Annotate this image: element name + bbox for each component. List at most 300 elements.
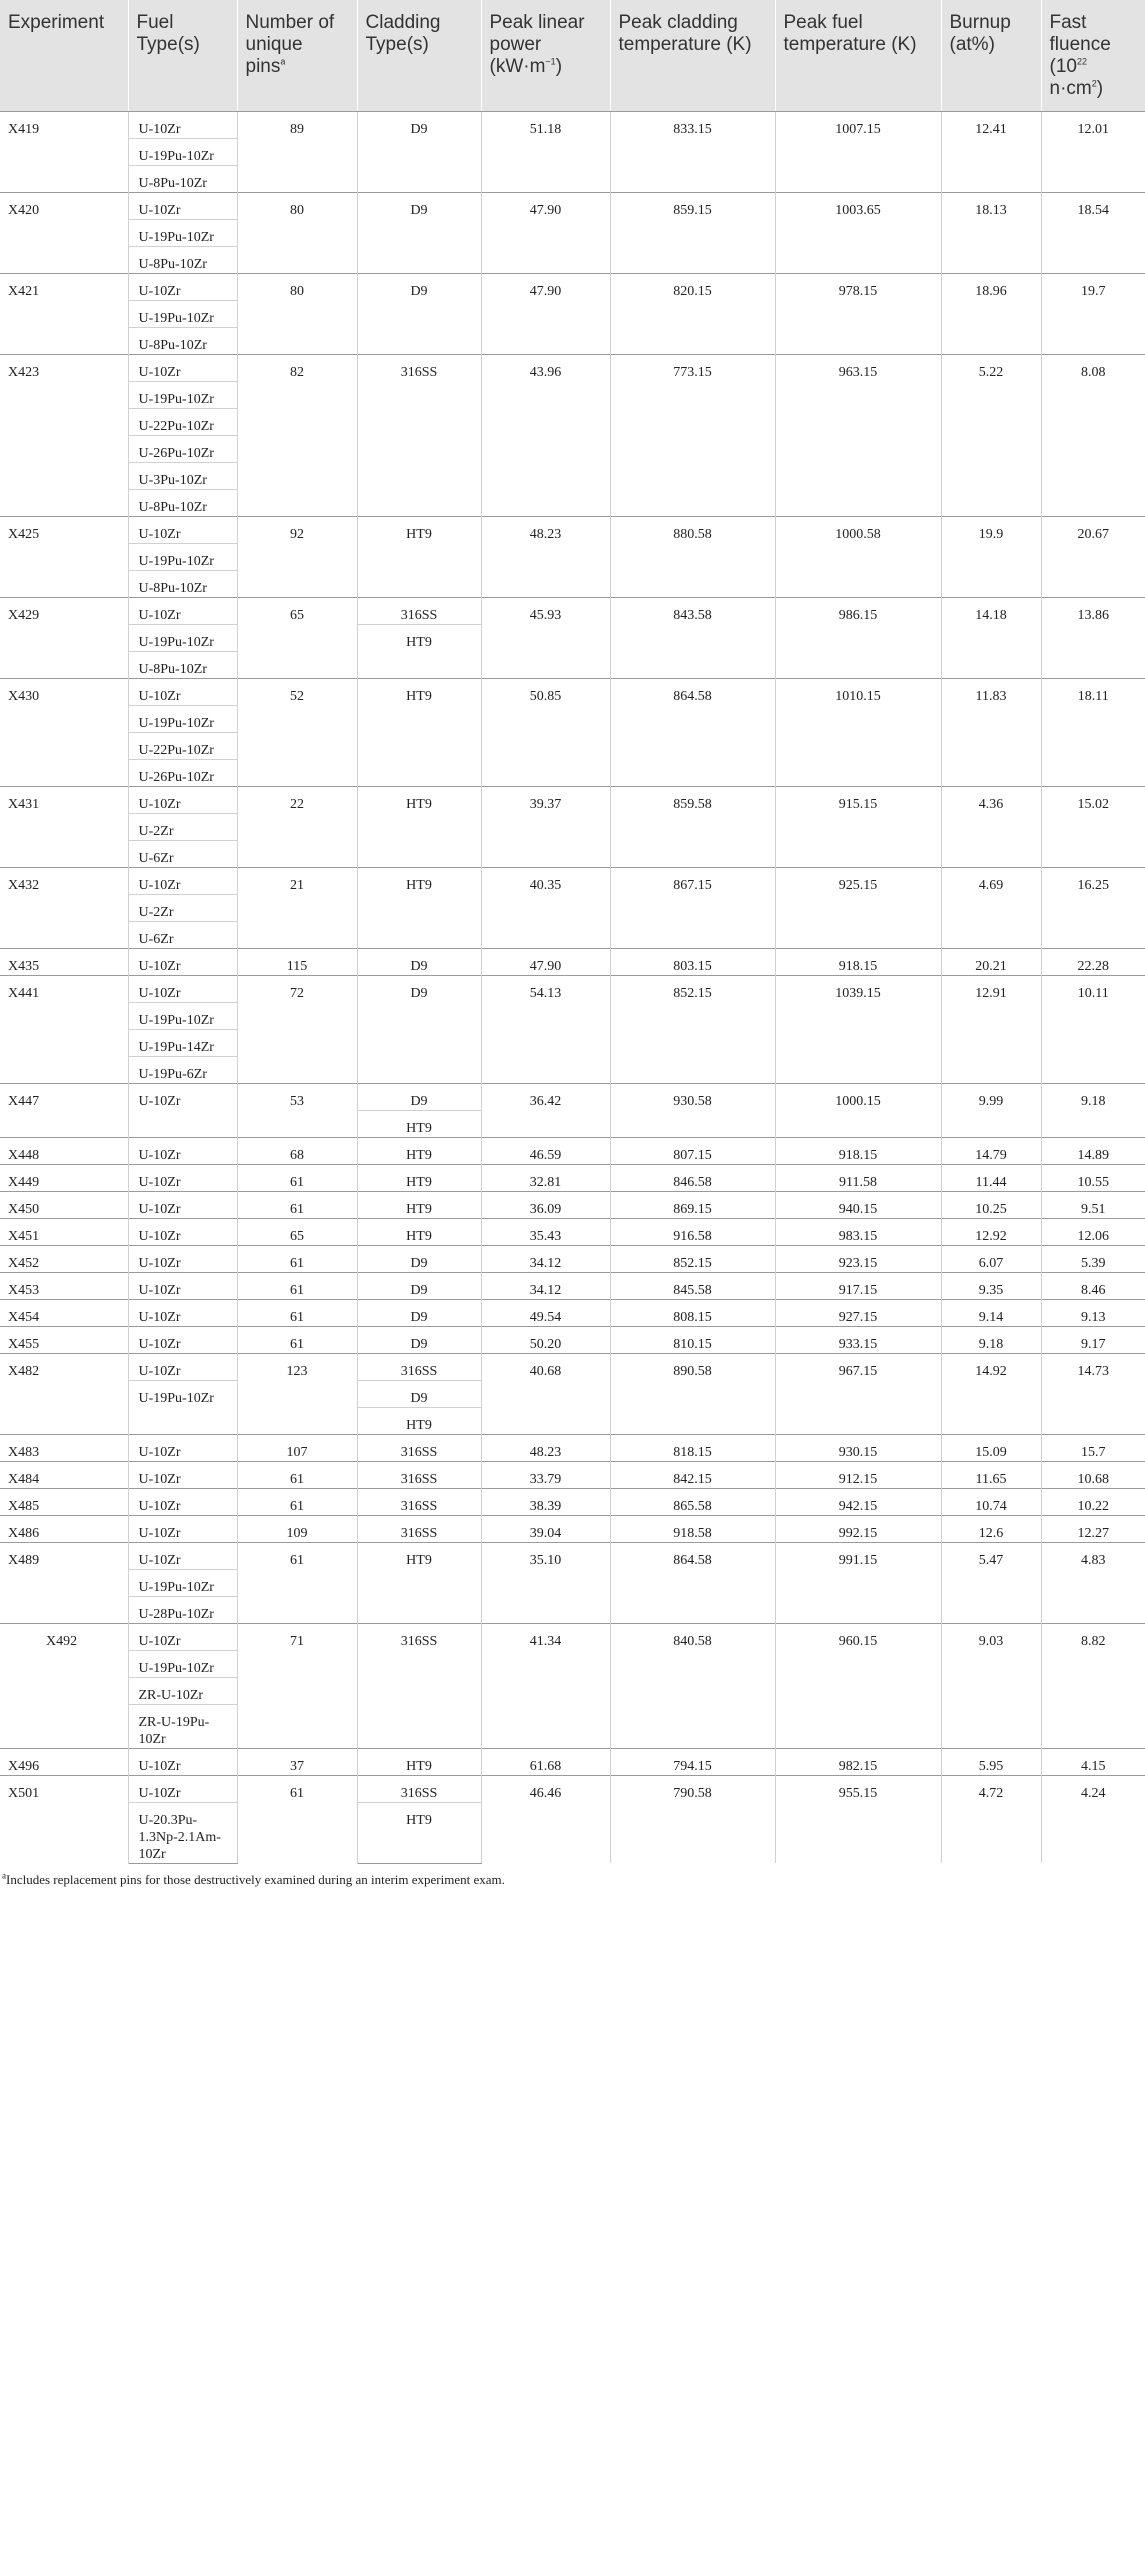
table-row [0, 1623, 1145, 1650]
peak-linear-power-cell: 48.23 [481, 516, 610, 597]
header-row [0, 0, 1145, 111]
fuel-type-cell: U-10Zr [128, 273, 237, 300]
burnup-cell: 18.96 [941, 273, 1041, 354]
peak-linear-power-cell: 40.68 [481, 1353, 610, 1434]
peak-cladding-temp-cell: 790.58 [610, 1775, 775, 1863]
peak-fuel-temp-cell: 933.15 [775, 1326, 941, 1353]
cladding-type-cell: D9 [357, 948, 481, 975]
experiment-cell: X496 [0, 1748, 128, 1775]
cladding-type-cell: HT9 [357, 1191, 481, 1218]
cladding-type-cell: D9 [357, 975, 481, 1083]
table-row [0, 975, 1145, 1002]
peak-fuel-temp-cell: 918.15 [775, 1137, 941, 1164]
fast-fluence-cell: 12.27 [1041, 1515, 1145, 1542]
fuel-type-cell: U-8Pu-10Zr [128, 489, 237, 516]
experiment-cell: X454 [0, 1299, 128, 1326]
column-header-8: Fast fluence ($10^{22}$ $n\cdot cm^2$) [1041, 0, 1145, 111]
burnup-cell: 9.99 [941, 1083, 1041, 1137]
peak-fuel-temp-cell: 992.15 [775, 1515, 941, 1542]
table-body [0, 111, 1145, 1863]
experiment-cell: X484 [0, 1461, 128, 1488]
fast-fluence-cell: 8.46 [1041, 1272, 1145, 1299]
fast-fluence-cell: 4.83 [1041, 1542, 1145, 1623]
fast-fluence-cell: 15.02 [1041, 786, 1145, 867]
burnup-cell: 9.18 [941, 1326, 1041, 1353]
pins-cell: 82 [237, 354, 357, 516]
peak-linear-power-cell: 51.18 [481, 111, 610, 192]
cladding-type-cell: D9 [357, 1272, 481, 1299]
peak-linear-power-cell: 50.85 [481, 678, 610, 786]
peak-fuel-temp-cell: 963.15 [775, 354, 941, 516]
burnup-cell: 14.79 [941, 1137, 1041, 1164]
fuel-type-cell: U-28Pu-10Zr [128, 1596, 237, 1623]
fuel-type-cell: U-10Zr [128, 678, 237, 705]
cladding-type-cell: 316SS [357, 1461, 481, 1488]
peak-fuel-temp-cell: 978.15 [775, 273, 941, 354]
burnup-cell: 6.07 [941, 1245, 1041, 1272]
table-header [0, 0, 1145, 111]
fuel-type-cell: U-10Zr [128, 1542, 237, 1569]
peak-cladding-temp-cell: 843.58 [610, 597, 775, 678]
cladding-type-cell: HT9 [357, 624, 481, 678]
peak-fuel-temp-cell: 930.15 [775, 1434, 941, 1461]
fast-fluence-cell: 10.22 [1041, 1488, 1145, 1515]
cladding-type-cell: HT9 [357, 1748, 481, 1775]
peak-linear-power-cell: 54.13 [481, 975, 610, 1083]
cladding-type-cell: HT9 [357, 1542, 481, 1623]
fuel-type-cell: U-10Zr [128, 1272, 237, 1299]
burnup-cell: 14.18 [941, 597, 1041, 678]
fuel-type-cell: U-10Zr [128, 1164, 237, 1191]
cladding-type-cell: 316SS [357, 1775, 481, 1802]
peak-linear-power-cell: 48.23 [481, 1434, 610, 1461]
pins-cell: 53 [237, 1083, 357, 1137]
pins-cell: 109 [237, 1515, 357, 1542]
burnup-cell: 5.95 [941, 1748, 1041, 1775]
table-row [0, 1775, 1145, 1802]
footnote [0, 1864, 1145, 1888]
burnup-cell: 11.44 [941, 1164, 1041, 1191]
fuel-type-cell: U-10Zr [128, 354, 237, 381]
burnup-cell: 10.74 [941, 1488, 1041, 1515]
peak-cladding-temp-cell: 803.15 [610, 948, 775, 975]
burnup-cell: 4.72 [941, 1775, 1041, 1863]
burnup-cell: 11.83 [941, 678, 1041, 786]
fuel-type-cell: U-10Zr [128, 192, 237, 219]
burnup-cell: 14.92 [941, 1353, 1041, 1434]
cladding-type-cell: D9 [357, 111, 481, 192]
table-row [0, 1164, 1145, 1191]
peak-linear-power-cell: 35.43 [481, 1218, 610, 1245]
cladding-type-cell: 316SS [357, 354, 481, 516]
peak-cladding-temp-cell: 794.15 [610, 1748, 775, 1775]
fast-fluence-cell: 10.55 [1041, 1164, 1145, 1191]
fuel-type-cell: U-10Zr [128, 1748, 237, 1775]
peak-fuel-temp-cell: 986.15 [775, 597, 941, 678]
peak-linear-power-cell: 36.42 [481, 1083, 610, 1137]
pins-cell: 61 [237, 1245, 357, 1272]
cladding-type-cell: HT9 [357, 1137, 481, 1164]
fuel-type-cell: U-19Pu-10Zr [128, 138, 237, 165]
peak-linear-power-cell: 49.54 [481, 1299, 610, 1326]
pins-cell: 80 [237, 192, 357, 273]
footnote-mark: a [2, 1870, 6, 1881]
experiment-cell: X431 [0, 786, 128, 867]
table-row [0, 1272, 1145, 1299]
table-row [0, 1515, 1145, 1542]
pins-cell: 80 [237, 273, 357, 354]
peak-cladding-temp-cell: 846.58 [610, 1164, 775, 1191]
peak-linear-power-cell: 47.90 [481, 273, 610, 354]
footnote-text: Includes replacement pins for those destructively examined during an interim experiment exam. [6, 1871, 505, 1887]
cladding-type-cell: HT9 [357, 516, 481, 597]
table-row [0, 111, 1145, 138]
experiment-cell: X425 [0, 516, 128, 597]
peak-linear-power-cell: 36.09 [481, 1191, 610, 1218]
peak-fuel-temp-cell: 1000.15 [775, 1083, 941, 1137]
fuel-type-cell: U-26Pu-10Zr [128, 759, 237, 786]
table-row [0, 1326, 1145, 1353]
burnup-cell: 4.36 [941, 786, 1041, 867]
peak-cladding-temp-cell: 808.15 [610, 1299, 775, 1326]
peak-fuel-temp-cell: 925.15 [775, 867, 941, 948]
fuel-type-cell: U-22Pu-10Zr [128, 408, 237, 435]
table-row [0, 1083, 1145, 1110]
fast-fluence-cell: 19.7 [1041, 273, 1145, 354]
pins-cell: 61 [237, 1542, 357, 1623]
table-row [0, 1748, 1145, 1775]
experiment-cell: X451 [0, 1218, 128, 1245]
burnup-cell: 19.9 [941, 516, 1041, 597]
peak-cladding-temp-cell: 869.15 [610, 1191, 775, 1218]
cladding-type-cell: HT9 [357, 786, 481, 867]
peak-cladding-temp-cell: 842.15 [610, 1461, 775, 1488]
peak-linear-power-cell: 47.90 [481, 948, 610, 975]
experiment-cell: X448 [0, 1137, 128, 1164]
fuel-type-cell: U-19Pu-14Zr [128, 1029, 237, 1056]
fuel-type-cell: ZR-U-19Pu-10Zr [128, 1704, 237, 1748]
experiment-cell: X483 [0, 1434, 128, 1461]
fast-fluence-cell: 14.89 [1041, 1137, 1145, 1164]
fast-fluence-cell: 22.28 [1041, 948, 1145, 975]
peak-cladding-temp-cell: 867.15 [610, 867, 775, 948]
pins-cell: 61 [237, 1272, 357, 1299]
table-row [0, 1461, 1145, 1488]
fuel-type-cell: U-10Zr [128, 1775, 237, 1802]
fuel-type-cell: U-10Zr [128, 1515, 237, 1542]
peak-fuel-temp-cell: 940.15 [775, 1191, 941, 1218]
column-header-6: Peak fuel temperature (K) [775, 0, 941, 111]
fast-fluence-cell: 20.67 [1041, 516, 1145, 597]
cladding-type-cell: HT9 [357, 1110, 481, 1137]
pins-cell: 107 [237, 1434, 357, 1461]
peak-linear-power-cell: 34.12 [481, 1272, 610, 1299]
pins-cell: 65 [237, 597, 357, 678]
fast-fluence-cell: 13.86 [1041, 597, 1145, 678]
peak-cladding-temp-cell: 864.58 [610, 1542, 775, 1623]
pins-cell: 61 [237, 1775, 357, 1863]
peak-cladding-temp-cell: 865.58 [610, 1488, 775, 1515]
fast-fluence-cell: 15.7 [1041, 1434, 1145, 1461]
fast-fluence-cell: 9.51 [1041, 1191, 1145, 1218]
peak-linear-power-cell: 47.90 [481, 192, 610, 273]
table-row [0, 354, 1145, 381]
peak-fuel-temp-cell: 1007.15 [775, 111, 941, 192]
peak-cladding-temp-cell: 807.15 [610, 1137, 775, 1164]
pins-cell: 115 [237, 948, 357, 975]
experiment-cell: X455 [0, 1326, 128, 1353]
fast-fluence-cell: 12.01 [1041, 111, 1145, 192]
burnup-cell: 11.65 [941, 1461, 1041, 1488]
experiment-cell: X421 [0, 273, 128, 354]
peak-cladding-temp-cell: 840.58 [610, 1623, 775, 1748]
fuel-type-cell: U-10Zr [128, 1245, 237, 1272]
peak-cladding-temp-cell: 818.15 [610, 1434, 775, 1461]
experiment-cell: X501 [0, 1775, 128, 1863]
fast-fluence-cell: 12.06 [1041, 1218, 1145, 1245]
fast-fluence-cell: 10.68 [1041, 1461, 1145, 1488]
fuel-type-cell: U-10Zr [128, 1083, 237, 1137]
column-header-3: Cladding Type(s) [357, 0, 481, 111]
experiment-cell: X489 [0, 1542, 128, 1623]
peak-cladding-temp-cell: 845.58 [610, 1272, 775, 1299]
column-header-7: Burnup (at%) [941, 0, 1041, 111]
fast-fluence-cell: 14.73 [1041, 1353, 1145, 1434]
peak-fuel-temp-cell: 991.15 [775, 1542, 941, 1623]
table-row [0, 1488, 1145, 1515]
cladding-type-cell: 316SS [357, 1488, 481, 1515]
peak-linear-power-cell: 43.96 [481, 354, 610, 516]
experiment-cell: X449 [0, 1164, 128, 1191]
burnup-cell: 10.25 [941, 1191, 1041, 1218]
fast-fluence-cell: 18.54 [1041, 192, 1145, 273]
fuel-type-cell: U-8Pu-10Zr [128, 570, 237, 597]
peak-fuel-temp-cell: 942.15 [775, 1488, 941, 1515]
fuel-type-cell: U-10Zr [128, 1488, 237, 1515]
experiment-cell: X482 [0, 1353, 128, 1434]
fuel-type-cell: U-10Zr [128, 1353, 237, 1380]
column-header-4: Peak linear power $(kW\cdot m^{-1})$ [481, 0, 610, 111]
pins-cell: 61 [237, 1488, 357, 1515]
peak-fuel-temp-cell: 1039.15 [775, 975, 941, 1083]
experiment-cell: X430 [0, 678, 128, 786]
peak-linear-power-cell: 40.35 [481, 867, 610, 948]
experiment-cell: X441 [0, 975, 128, 1083]
table-row [0, 1353, 1145, 1380]
fuel-type-cell: U-10Zr [128, 1191, 237, 1218]
cladding-type-cell: HT9 [357, 678, 481, 786]
burnup-cell: 4.69 [941, 867, 1041, 948]
burnup-cell: 15.09 [941, 1434, 1041, 1461]
pins-cell: 61 [237, 1191, 357, 1218]
table-row [0, 867, 1145, 894]
cladding-type-cell: 316SS [357, 597, 481, 624]
fast-fluence-cell: 10.11 [1041, 975, 1145, 1083]
peak-cladding-temp-cell: 810.15 [610, 1326, 775, 1353]
table-row [0, 1218, 1145, 1245]
pins-cell: 61 [237, 1299, 357, 1326]
peak-linear-power-cell: 34.12 [481, 1245, 610, 1272]
fuel-type-cell: U-10Zr [128, 948, 237, 975]
peak-fuel-temp-cell: 1010.15 [775, 678, 941, 786]
pins-cell: 71 [237, 1623, 357, 1748]
fuel-type-cell: U-10Zr [128, 975, 237, 1002]
column-header-1: Fuel Type(s) [128, 0, 237, 111]
fuel-type-cell: U-19Pu-10Zr [128, 1002, 237, 1029]
peak-fuel-temp-cell: 915.15 [775, 786, 941, 867]
fast-fluence-cell: 9.13 [1041, 1299, 1145, 1326]
peak-linear-power-cell: 61.68 [481, 1748, 610, 1775]
experiment-cell: X420 [0, 192, 128, 273]
column-header-5: Peak cladding temperature (K) [610, 0, 775, 111]
experiment-cell: X486 [0, 1515, 128, 1542]
cladding-type-cell: HT9 [357, 1164, 481, 1191]
table-row [0, 1137, 1145, 1164]
fuel-type-cell: U-19Pu-10Zr [128, 1569, 237, 1596]
peak-linear-power-cell: 32.81 [481, 1164, 610, 1191]
fuel-type-cell: U-10Zr [128, 867, 237, 894]
cladding-type-cell: D9 [357, 273, 481, 354]
experiment-cell: X429 [0, 597, 128, 678]
pins-cell: 65 [237, 1218, 357, 1245]
fast-fluence-cell: 4.15 [1041, 1748, 1145, 1775]
pins-cell: 52 [237, 678, 357, 786]
peak-linear-power-cell: 45.93 [481, 597, 610, 678]
table-row [0, 192, 1145, 219]
burnup-cell: 12.92 [941, 1218, 1041, 1245]
fuel-type-cell: ZR-U-10Zr [128, 1677, 237, 1704]
peak-cladding-temp-cell: 880.58 [610, 516, 775, 597]
experiment-cell: X453 [0, 1272, 128, 1299]
fuel-type-cell: U-19Pu-10Zr [128, 300, 237, 327]
pins-cell: 123 [237, 1353, 357, 1434]
fuel-type-cell: U-19Pu-10Zr [128, 624, 237, 651]
fuel-type-cell: U-26Pu-10Zr [128, 435, 237, 462]
fast-fluence-cell: 16.25 [1041, 867, 1145, 948]
fast-fluence-cell: 9.17 [1041, 1326, 1145, 1353]
table-row [0, 516, 1145, 543]
experiment-cell: X485 [0, 1488, 128, 1515]
peak-cladding-temp-cell: 864.58 [610, 678, 775, 786]
cladding-type-cell: 316SS [357, 1353, 481, 1380]
fuel-type-cell: U-10Zr [128, 1434, 237, 1461]
fuel-type-cell: U-19Pu-10Zr [128, 381, 237, 408]
fuel-type-cell: U-19Pu-6Zr [128, 1056, 237, 1083]
table-row [0, 1299, 1145, 1326]
pins-cell: 61 [237, 1164, 357, 1191]
peak-fuel-temp-cell: 927.15 [775, 1299, 941, 1326]
burnup-cell: 9.14 [941, 1299, 1041, 1326]
burnup-cell: 12.6 [941, 1515, 1041, 1542]
cladding-type-cell: 316SS [357, 1434, 481, 1461]
cladding-type-cell: HT9 [357, 1407, 481, 1434]
fuel-type-cell: U-6Zr [128, 840, 237, 867]
peak-fuel-temp-cell: 911.58 [775, 1164, 941, 1191]
pins-cell: 21 [237, 867, 357, 948]
burnup-cell: 20.21 [941, 948, 1041, 975]
fuel-type-cell: U-20.3Pu-1.3Np-2.1Am-10Zr [128, 1802, 237, 1863]
peak-cladding-temp-cell: 918.58 [610, 1515, 775, 1542]
fuel-type-cell: U-19Pu-10Zr [128, 219, 237, 246]
peak-linear-power-cell: 39.37 [481, 786, 610, 867]
table-row [0, 1191, 1145, 1218]
peak-fuel-temp-cell: 983.15 [775, 1218, 941, 1245]
cladding-type-cell: D9 [357, 1083, 481, 1110]
peak-cladding-temp-cell: 833.15 [610, 111, 775, 192]
pins-cell: 92 [237, 516, 357, 597]
pins-cell: 89 [237, 111, 357, 192]
cladding-type-cell: D9 [357, 192, 481, 273]
pins-cell: 72 [237, 975, 357, 1083]
burnup-cell: 18.13 [941, 192, 1041, 273]
table-row [0, 273, 1145, 300]
fuel-type-cell: U-6Zr [128, 921, 237, 948]
peak-linear-power-cell: 46.59 [481, 1137, 610, 1164]
cladding-type-cell: 316SS [357, 1623, 481, 1748]
pins-cell: 37 [237, 1748, 357, 1775]
table-row [0, 1434, 1145, 1461]
fuel-type-cell: U-8Pu-10Zr [128, 165, 237, 192]
burnup-cell: 9.03 [941, 1623, 1041, 1748]
peak-cladding-temp-cell: 916.58 [610, 1218, 775, 1245]
peak-fuel-temp-cell: 918.15 [775, 948, 941, 975]
cladding-type-cell: HT9 [357, 867, 481, 948]
peak-cladding-temp-cell: 852.15 [610, 1245, 775, 1272]
peak-fuel-temp-cell: 982.15 [775, 1748, 941, 1775]
table-row [0, 597, 1145, 624]
fuel-type-cell: U-3Pu-10Zr [128, 462, 237, 489]
experiment-cell: X435 [0, 948, 128, 975]
fast-fluence-cell: 8.08 [1041, 354, 1145, 516]
fuel-type-cell: U-10Zr [128, 1326, 237, 1353]
fuel-type-cell: U-8Pu-10Zr [128, 651, 237, 678]
peak-cladding-temp-cell: 852.15 [610, 975, 775, 1083]
peak-cladding-temp-cell: 930.58 [610, 1083, 775, 1137]
fuel-type-cell: U-10Zr [128, 1299, 237, 1326]
peak-linear-power-cell: 50.20 [481, 1326, 610, 1353]
burnup-cell: 12.91 [941, 975, 1041, 1083]
table-row [0, 948, 1145, 975]
peak-fuel-temp-cell: 1000.58 [775, 516, 941, 597]
peak-cladding-temp-cell: 890.58 [610, 1353, 775, 1434]
fuel-type-cell: U-10Zr [128, 1461, 237, 1488]
column-header-0: Experiment [0, 0, 128, 111]
fuel-type-cell: U-10Zr [128, 516, 237, 543]
fuel-type-cell: U-19Pu-10Zr [128, 705, 237, 732]
cladding-type-cell: HT9 [357, 1218, 481, 1245]
fuel-type-cell: U-19Pu-10Zr [128, 1380, 237, 1434]
burnup-cell: 9.35 [941, 1272, 1041, 1299]
experiment-cell: X447 [0, 1083, 128, 1137]
pins-cell: 61 [237, 1326, 357, 1353]
fuel-type-cell: U-10Zr [128, 597, 237, 624]
burnup-cell: 12.41 [941, 111, 1041, 192]
experiment-cell: X452 [0, 1245, 128, 1272]
experiment-cell: X450 [0, 1191, 128, 1218]
fast-fluence-cell: 9.18 [1041, 1083, 1145, 1137]
peak-fuel-temp-cell: 960.15 [775, 1623, 941, 1748]
peak-fuel-temp-cell: 955.15 [775, 1775, 941, 1863]
cladding-type-cell: D9 [357, 1245, 481, 1272]
peak-cladding-temp-cell: 773.15 [610, 354, 775, 516]
column-header-2: Number of unique pins$^a$ [237, 0, 357, 111]
fuel-type-cell: U-8Pu-10Zr [128, 246, 237, 273]
table-row [0, 678, 1145, 705]
pins-cell: 68 [237, 1137, 357, 1164]
peak-cladding-temp-cell: 859.15 [610, 192, 775, 273]
fuel-type-cell: U-10Zr [128, 1623, 237, 1650]
pins-cell: 22 [237, 786, 357, 867]
